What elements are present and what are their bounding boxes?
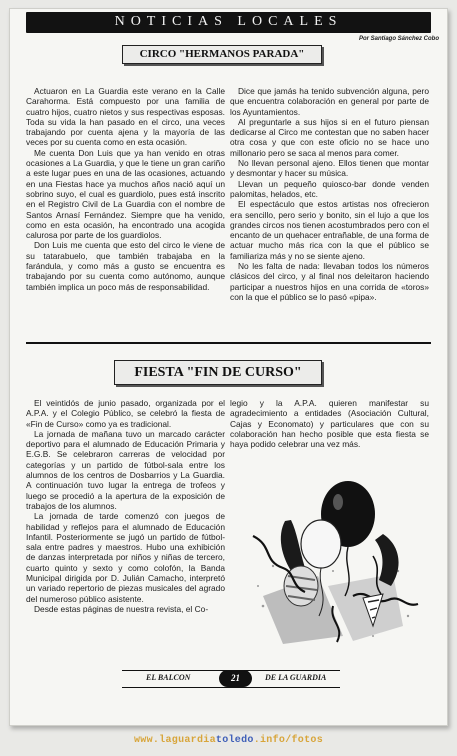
watermark-suffix: .info/fotos [253, 735, 324, 746]
paragraph: El veintidós de junio pasado, organizada por el A.P.A. y el Colegio Público, se celebró la fiesta de «Fin de Curso» como ya es tradicional. [26, 398, 225, 429]
paragraph: No llevan personal ajeno. Ellos tienen que montar y desmontar y hacer su música. [230, 158, 429, 179]
article1-column-2 [230, 86, 429, 302]
section-title: NOTICIAS LOCALES [114, 14, 343, 29]
watermark-prefix: www.laguardia [133, 735, 216, 746]
paragraph: Llevan un pequeño quiosco-bar donde venden palomitas, helados, etc. [230, 178, 429, 199]
paragraph: legio y la A.P.A. quieren manifestar su agradecimiento a entidades (Asociación Cultural, Cajas y Economato) y particulares que con su colaboración han hecho posible que esta fiesta se haya podido celebrar una vez más. [230, 398, 429, 450]
page-number: 21 [219, 670, 252, 687]
paragraph: Me cuenta Don Luis que ya han venido en otras ocasiones a La Guardia, y que le tiene un gran cariño a este lugar pues en una de las ocasiones, actuando en una Fiestas hace ya muchos años nació aquí un sobrino suyo, el cual es guardiolo, pues está inscrito en el Registro Civil de La Guardia con el nombre de Santos Arnasí Fernández. Siempre que ha venido, como en esta ocasión, ha encontrado una acogida calurosa por parte de los guardiolos. [26, 147, 225, 241]
paragraph: Actuaron en La Guardia este verano en la Calle Carahorma. Está compuesto por una familia de cuatro hijos, cuatro nietos y sus respectivas esposas. Toda su vida la han pasado en el circo, una veces trabajando por cuenta ajena y la mayoría de las veces por su cuenta como en esta ocasión. [26, 86, 225, 148]
paragraph: Dice que jamás ha tenido subvención alguna, pero que encuentra colaboración en general por parte de los Ayuntamientos. [230, 86, 429, 117]
section-header-band [26, 12, 431, 33]
footer-rule-bottom [122, 687, 340, 688]
byline: Por Santiago Sánchez Cobo [358, 36, 439, 42]
article-title-fiesta: FIESTA "FIN DE CURSO" [114, 360, 322, 385]
paragraph: Desde estas páginas de nuestra revista, el Co- [34, 603, 209, 614]
paragraph: No les falta de nada: llevaban todos los números clásicos del circo, y al final nos deleitaron haciendo participar a nuestros hijos en una corrida de «toros» con la que el público se lo pasó «pipa». [230, 261, 429, 302]
footer-magazine-name-right: DE LA GUARDIA [265, 673, 327, 682]
section-divider [26, 342, 431, 344]
watermark-middle: toledo [215, 735, 254, 746]
article2-column-1 [26, 398, 225, 614]
article-title-circo: CIRCO "HERMANOS PARADA" [122, 45, 322, 64]
paragraph: El espectáculo que estos artistas nos ofrecieron era sencillo, pero serio y bonito, sin el lujo a que los grandes circos nos tienen acostumbrados pero con el encanto de un quehacer entrañable, de una forma de actuar mucho más rica con la que el público se familiariza más y no se siente ajeno. [230, 199, 429, 261]
paragraph: La jornada de tarde comenzó con juegos de habilidad y reflejos para el alumnado de Educación Infantil. Posteriormente se jugó un partido de fútbol-sala entre padres y maestros. Hubo una exhibición de danzas interpretada por niños y niñas de tercero, cuarto quinto y sexto y como colofón, la Banda Municipal dirigida por D. Julián Camacho, interpretó un variado repertorio de piezas musicales del agrado del numeroso público asistente. [26, 511, 225, 604]
article2-column-2 [230, 398, 429, 449]
paragraph: Don Luis me cuenta que esto del circo le viene de su tatarabuelo, que también trabajaba en la farándula, y como más a gusto se encuentra es trabajando por su cuenta como autónomo, aunque también implica un poco más de responsabilidad. [26, 240, 225, 292]
party-balloons-illustration [233, 476, 428, 651]
website-watermark [0, 735, 457, 746]
paragraph: La jornada de mañana tuvo un marcado carácter deportivo para el alumnado de Educación Primaria y E.G.B. Se celebraron carreras de velocidad por categorías y un partido de fútbol-sala entre los alumnos de los centros de Dosbarrios y La Guardia. A continuación tuvo lugar la entrega de trofeos y luego se procedió a la apertura de la exposición de trabajos de los alumnos. [26, 428, 225, 511]
paragraph: Al preguntarle a sus hijos si en el futuro piensan dedicarse al Circo me contestan que no saben hacer otra cosa y que con este oficio no se hace uno millonario pero se saca al menos para comer. [230, 116, 429, 158]
footer-magazine-name-left: EL BALCON [146, 673, 191, 682]
article1-column-1 [26, 86, 225, 292]
